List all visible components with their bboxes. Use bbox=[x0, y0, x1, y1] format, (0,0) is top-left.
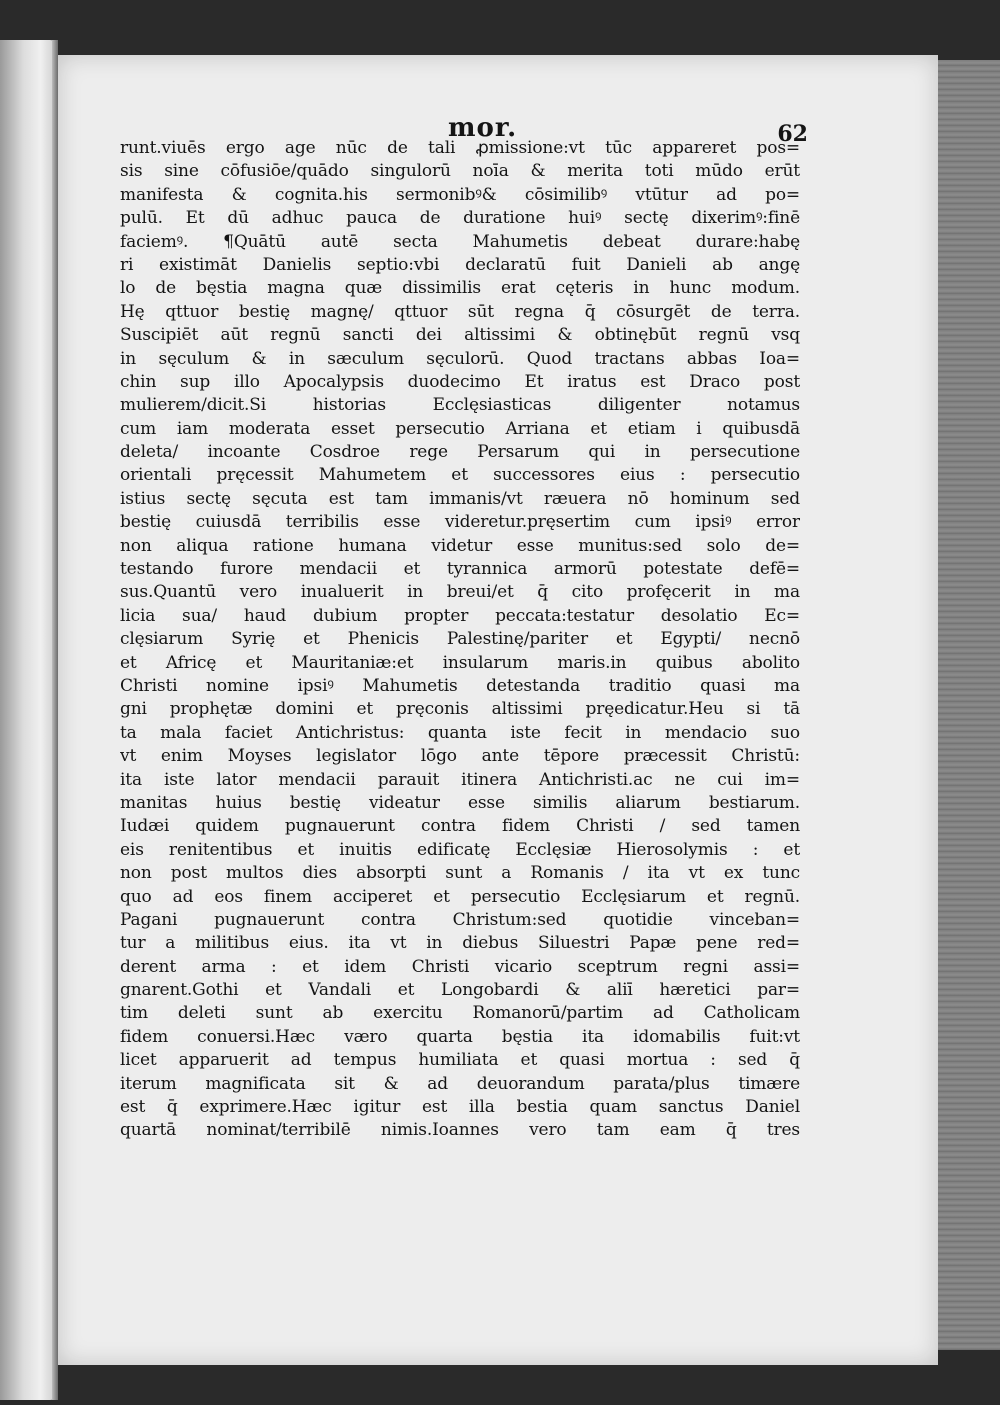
text-line: pulū. Et dū adhuc pauca de duratione huiꝰ sectę dixerimꝰ:finē bbox=[120, 208, 800, 229]
text-line: est q̄ exprimere.Hæc igitur est illa bestia quam sanctus Daniel bbox=[120, 1097, 800, 1118]
text-line: Iudæi quidem pugnauerunt contra fidem Christi / sed tamen bbox=[120, 816, 800, 837]
text-line: tur a militibus eius. ita vt in diebus Siluestri Papæ pene red= bbox=[120, 933, 800, 954]
text-line: sus.Quantū vero inualuerit in breui/et q̄ cito profęcerit in ma bbox=[120, 582, 800, 603]
text-line: lo de bęstia magna quæ dissimilis erat cęteris in hunc modum. bbox=[120, 278, 800, 299]
book-page bbox=[58, 55, 938, 1365]
text-line: manitas huius bestię videatur esse similis aliarum bestiarum. bbox=[120, 792, 800, 813]
text-line: gni prophętæ domini et pręconis altissimi pręedicatur.Heu si tā bbox=[120, 699, 800, 720]
text-line: vt enim Moyses legislator lōgo ante tēpore præcessit Christū: bbox=[120, 746, 800, 767]
text-line: clęsiarum Syrię et Phenicis Palestinę/pariter et Egypti/ necnō bbox=[120, 629, 800, 650]
text-line: manifesta & cognita.his sermonibꝰ& cōsimilibꝰ vtūtur ad po= bbox=[120, 184, 800, 205]
text-line: eis renitentibus et inuitis edificatę Ecclęsiæ Hierosolymis : et bbox=[120, 839, 800, 860]
book-cover-edge bbox=[930, 60, 1000, 1350]
text-line: runt.viuēs ergo age nūc de tali ꝓmissione:vt tūc appareret pos= bbox=[120, 138, 800, 158]
text-line: orientali pręcessit Mahumetem et successores eius : persecutio bbox=[120, 465, 800, 486]
text-line: non post multos dies absorpti sunt a Romanis / ita vt ex tunc bbox=[120, 863, 800, 884]
text-line: licet apparuerit ad tempus humiliata et quasi mortua : sed q̄ bbox=[120, 1050, 800, 1071]
text-line: ita iste lator mendacii parauit itinera Antichristi.ac ne cui im= bbox=[120, 769, 800, 790]
text-line: faciemꝰ. ¶Quātū autē secta Mahumetis debeat durare:habę bbox=[120, 231, 800, 252]
text-line: deleta/ incoante Cosdroe rege Persarum qui in persecutione bbox=[120, 442, 800, 463]
text-line: mulierem/dicit.Si historias Ecclęsiasticas diligenter notamus bbox=[120, 395, 800, 416]
text-line: Suscipiēt aūt regnū sancti dei altissimi & obtinębūt regnū vsq bbox=[120, 325, 800, 346]
text-line: non aliqua ratione humana videtur esse munitus:sed solo de= bbox=[120, 535, 800, 556]
text-line: licia sua/ haud dubium propter peccata:testatur desolatio Ec= bbox=[120, 605, 800, 626]
text-line: Pagani pugnauerunt contra Christum:sed quotidie vinceban= bbox=[120, 909, 800, 930]
text-line: fidem conuersi.Hæc væro quarta bęstia ita idomabilis fuit:vt bbox=[120, 1026, 800, 1047]
text-line: et Africę et Mauritaniæ:et insularum maris.in quibus abolito bbox=[120, 652, 800, 673]
text-line: quartā nominat/terribilē nimis.Ioannes vero tam eam q̄ tres bbox=[120, 1120, 800, 1141]
text-line: ta mala faciet Antichristus: quanta iste fecit in mendacio suo bbox=[120, 722, 800, 743]
text-line: sis sine cōfusiōe/quādo singulorū noīa & merita toti mūdo erūt bbox=[120, 161, 800, 182]
text-line: gnarent.Gothi et Vandali et Longobardi & aliī hæretici par= bbox=[120, 980, 800, 1001]
text-line: in sęculum & in sæculum sęculorū. Quod tractans abbas Ioa= bbox=[120, 348, 800, 369]
text-line: ri existimāt Danielis septio:vbi declaratū fuit Danieli ab angę bbox=[120, 254, 800, 275]
text-line: testando furore mendacii et tyrannica armorū potestate defē= bbox=[120, 559, 800, 580]
text-line: Hę qttuor bestię magnę/ qttuor sūt regna q̄ cōsurgēt de terra. bbox=[120, 301, 800, 322]
text-line: iterum magnificata sit & ad deuorandum parata/plus timære bbox=[120, 1073, 800, 1094]
folio-number: 62 bbox=[777, 121, 808, 147]
left-page-edge bbox=[0, 40, 58, 1400]
text-line: derent arma : et idem Christi vicario sceptrum regni assi= bbox=[120, 956, 800, 977]
text-line: istius sectę sęcuta est tam immanis/vt ræuera nō hominum sed bbox=[120, 488, 800, 509]
text-line: chin sup illo Apocalypsis duodecimo Et iratus est Draco post bbox=[120, 371, 800, 392]
text-line: tim deleti sunt ab exercitu Romanorū/partim ad Catholicam bbox=[120, 1003, 800, 1024]
text-line: cum iam moderata esset persecutio Arriana et etiam i quibusdā bbox=[120, 418, 800, 439]
running-head: mor. bbox=[448, 113, 518, 143]
text-line: bestię cuiusdā terribilis esse videretur.pręsertim cum ipsiꝰ error bbox=[120, 512, 800, 533]
text-block bbox=[120, 137, 800, 1143]
text-line: Christi nomine ipsiꝰ Mahumetis detestanda traditio quasi ma bbox=[120, 675, 800, 696]
text-line: quo ad eos finem acciperet et persecutio Ecclęsiarum et regnū. bbox=[120, 886, 800, 907]
